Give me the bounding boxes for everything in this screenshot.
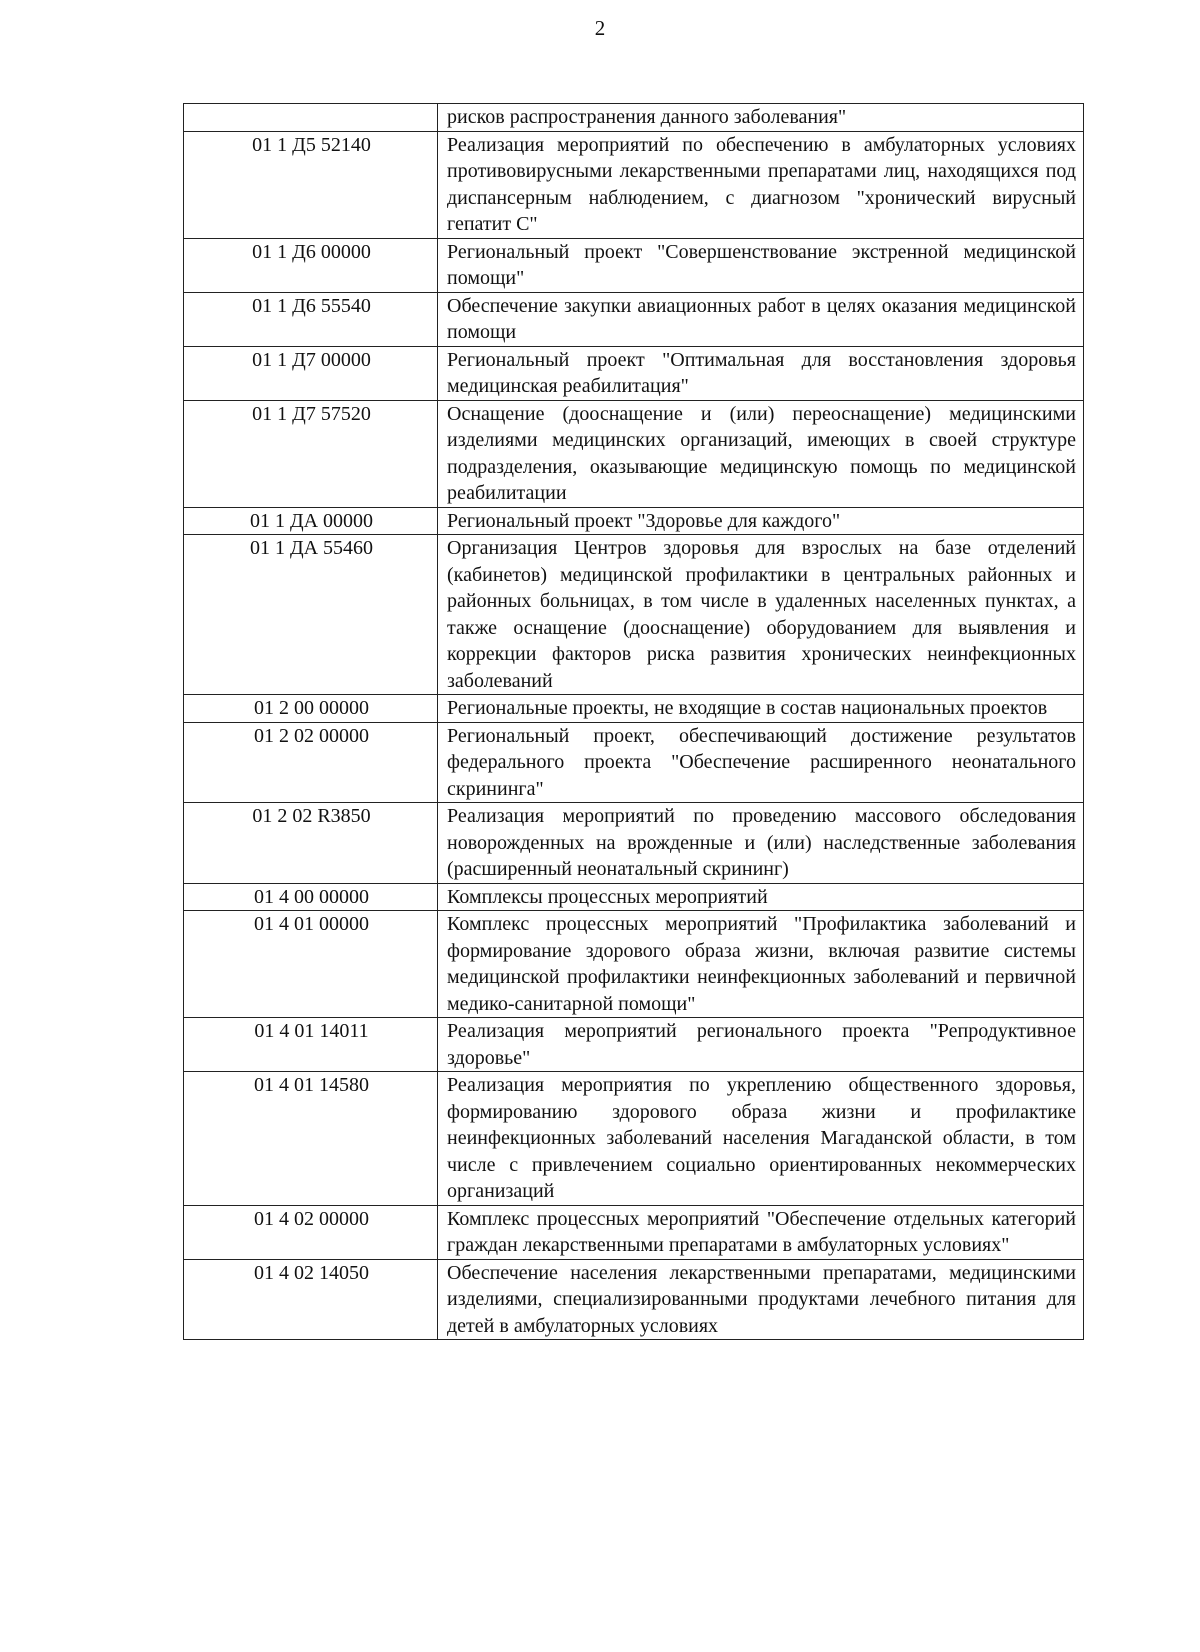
description-cell: Комплекс процессных мероприятий "Обеспечение отдельных категорий граждан лекарственными препаратами в амбулаторных условиях" [438,1205,1084,1259]
description-cell: Региональный проект "Совершенствование экстренной медицинской помощи" [438,238,1084,292]
budget-code-cell: 01 4 01 14011 [184,1018,438,1072]
budget-code-cell: 01 1 Д6 00000 [184,238,438,292]
budget-code-cell: 01 2 00 00000 [184,695,438,723]
description-cell: Реализация мероприятий по обеспечению в амбулаторных условиях противовирусными лекарственными препаратами лиц, находящихся под диспансерным наблюдением, с диагнозом "хронический вирусный гепатит С" [438,131,1084,238]
budget-code-cell: 01 2 02 R3850 [184,803,438,884]
budget-code-table [183,103,1084,1340]
budget-code-cell: 01 1 Д6 55540 [184,292,438,346]
description-cell: Региональный проект "Здоровье для каждого" [438,507,1084,535]
table-row [184,535,1084,695]
description-cell: Оснащение (дооснащение и (или) переоснащение) медицинскими изделиями медицинских организаций, имеющих в своей структуре подразделения, оказывающие медицинскую помощь по медицинской реабилитации [438,400,1084,507]
description-cell: Организация Центров здоровья для взрослых на базе отделений (кабинетов) медицинской профилактики в центральных районных и районных больницах, в том числе в удаленных населенных пунктах, а также оснащение (дооснащение) оборудованием для выявления и коррекции факторов риска развития хронических неинфекционных заболеваний [438,535,1084,695]
page-number: 2 [594,16,606,40]
budget-code-cell: 01 2 02 00000 [184,722,438,803]
table-row [184,722,1084,803]
description-cell: Региональный проект "Оптимальная для восстановления здоровья медицинская реабилитация" [438,346,1084,400]
table-row [184,507,1084,535]
description-cell: Реализация мероприятия по укреплению общественного здоровья, формированию здорового образа жизни и профилактике неинфекционных заболеваний населения Магаданской области, в том числе с привлечением социально ориентированных некоммерческих организаций [438,1072,1084,1206]
table-row [184,883,1084,911]
table-row [184,131,1084,238]
table-row [184,238,1084,292]
description-cell: Комплекс процессных мероприятий "Профилактика заболеваний и формирование здорового образа жизни, включая развитие системы медицинской профилактики неинфекционных заболеваний и первичной медико-санитарной помощи" [438,911,1084,1018]
description-cell: Региональные проекты, не входящие в состав национальных проектов [438,695,1084,723]
table-row [184,346,1084,400]
budget-code-cell: 01 1 Д7 57520 [184,400,438,507]
budget-code-cell: 01 4 01 14580 [184,1072,438,1206]
table-row [184,1205,1084,1259]
table-row [184,695,1084,723]
budget-code-cell: 01 4 02 14050 [184,1259,438,1340]
budget-code-cell: 01 1 ДА 00000 [184,507,438,535]
description-cell: Реализация мероприятий регионального проекта "Репродуктивное здоровье" [438,1018,1084,1072]
description-cell: Региональный проект, обеспечивающий достижение результатов федерального проекта "Обеспечение расширенного неонатального скрининга" [438,722,1084,803]
description-cell: Комплексы процессных мероприятий [438,883,1084,911]
description-cell: рисков распространения данного заболевания" [438,104,1084,132]
table-row [184,1259,1084,1340]
table-row [184,1072,1084,1206]
budget-code-cell: 01 1 ДА 55460 [184,535,438,695]
description-cell: Реализация мероприятий по проведению массового обследования новорожденных на врожденные и (или) наследственные заболевания (расширенный неонатальный скрининг) [438,803,1084,884]
budget-code-cell: 01 1 Д7 00000 [184,346,438,400]
table-row [184,400,1084,507]
description-cell: Обеспечение закупки авиационных работ в целях оказания медицинской помощи [438,292,1084,346]
table-row [184,911,1084,1018]
table-row [184,292,1084,346]
table-body [184,104,1084,1340]
table-row [184,803,1084,884]
budget-code-cell: 01 4 00 00000 [184,883,438,911]
table-row [184,104,1084,132]
budget-code-cell [184,104,438,132]
table-row [184,1018,1084,1072]
description-cell: Обеспечение населения лекарственными препаратами, медицинскими изделиями, специализированными продуктами лечебного питания для детей в амбулаторных условиях [438,1259,1084,1340]
budget-code-cell: 01 4 01 00000 [184,911,438,1018]
budget-code-cell: 01 1 Д5 52140 [184,131,438,238]
budget-code-cell: 01 4 02 00000 [184,1205,438,1259]
